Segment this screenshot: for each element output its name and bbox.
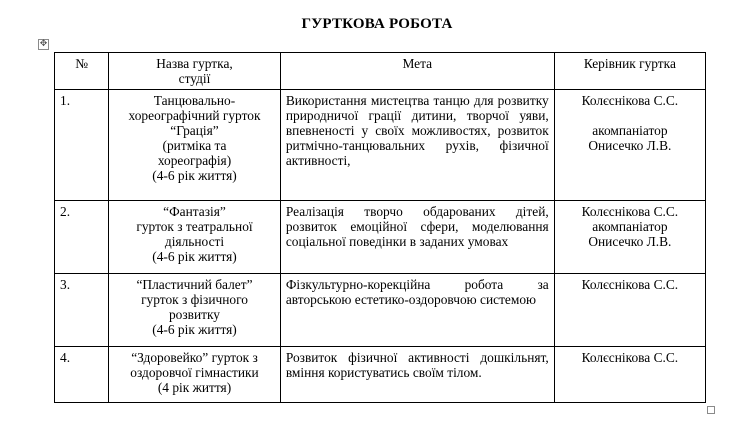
- club-name-cell: [109, 274, 281, 347]
- club-name-line: розвитку: [168, 307, 221, 322]
- goal-cell: Використання мистецтва танцю для розвитку природничої грації дитини, творчої уяви, впевненості у своїх можливостях, розвиток ритмічно-танцювальних рухів, фізичної активності,: [280, 90, 554, 201]
- leader-line: Онисечко Л.В.: [588, 234, 672, 249]
- leader-line: Колєснікова С.С.: [581, 350, 679, 365]
- club-name-line: гурток з театральної: [136, 219, 253, 234]
- row-number: 4.: [55, 347, 109, 403]
- header-leader: Керівник гуртка: [554, 53, 705, 90]
- leader-cell: [554, 274, 705, 347]
- row-number: 3.: [55, 274, 109, 347]
- club-name-line: “Пластичний балет”: [136, 277, 253, 292]
- leader-spacer: [560, 108, 700, 123]
- header-number: №: [55, 53, 109, 90]
- club-name-line: (4-6 рік життя): [152, 168, 237, 183]
- leader-cell: [554, 347, 705, 403]
- leader-line: акомпаніатор: [592, 219, 668, 234]
- row-number: 2.: [55, 201, 109, 274]
- leader-line: Колєснікова С.С.: [581, 93, 679, 108]
- clubs-table: [54, 52, 706, 403]
- club-name-cell: [109, 90, 281, 201]
- club-name-line: хореографія): [157, 153, 232, 168]
- row-number: 1.: [55, 90, 109, 201]
- club-name-cell: [109, 347, 281, 403]
- header-club-name: [109, 53, 281, 90]
- leader-cell: [554, 201, 705, 274]
- header-club-name-line1: Назва гуртка,: [156, 56, 233, 71]
- leader-cell: [554, 90, 705, 201]
- club-name-line: (ритміка та: [162, 138, 227, 153]
- club-name-line: “Здоровейко” гурток з: [131, 350, 258, 365]
- move-cross-icon[interactable]: ✥: [39, 39, 48, 49]
- page-title: ГУРТКОВА РОБОТА: [301, 16, 453, 32]
- club-name-line: гурток з фізичного: [141, 292, 248, 307]
- club-name-line: (4 рік життя): [157, 380, 232, 395]
- table-row: [55, 90, 706, 201]
- leader-line: акомпаніатор: [592, 123, 668, 138]
- goal-cell: Розвиток фізичної активності дошкільнят, вміння користуватись своїм тілом.: [280, 347, 554, 403]
- goal-cell: Реалізація творчо обдарованих дітей, розвиток емоційної сфери, моделювання соціальної поведінки в заданих умовах: [280, 201, 554, 274]
- goal-cell: Фізкультурно-корекційна робота за авторською естетико-оздоровчою системою: [280, 274, 554, 347]
- table-row: [55, 274, 706, 347]
- header-club-name-line2: студії: [178, 71, 211, 86]
- club-name-line: Танцювально-: [153, 93, 236, 108]
- club-name-cell: [109, 201, 281, 274]
- club-name-line: оздоровчої гімнастики: [130, 365, 259, 380]
- leader-line: Колєснікова С.С.: [581, 204, 679, 219]
- club-name-line: (4-6 рік життя): [152, 249, 237, 264]
- header-goal: Мета: [280, 53, 554, 90]
- club-name-line: хореографічний гурток: [128, 108, 261, 123]
- leader-line: Колєснікова С.С.: [581, 277, 679, 292]
- table-row: [55, 201, 706, 274]
- club-name-line: “Грація”: [170, 123, 219, 138]
- club-name-line: діяльності: [164, 234, 225, 249]
- table-header-row: [55, 53, 706, 90]
- table-row: [55, 347, 706, 403]
- leader-line: Онисечко Л.В.: [588, 138, 672, 153]
- club-name-line: (4-6 рік життя): [152, 322, 237, 337]
- resize-square-icon[interactable]: [707, 406, 715, 414]
- club-name-line: “Фантазія”: [163, 204, 226, 219]
